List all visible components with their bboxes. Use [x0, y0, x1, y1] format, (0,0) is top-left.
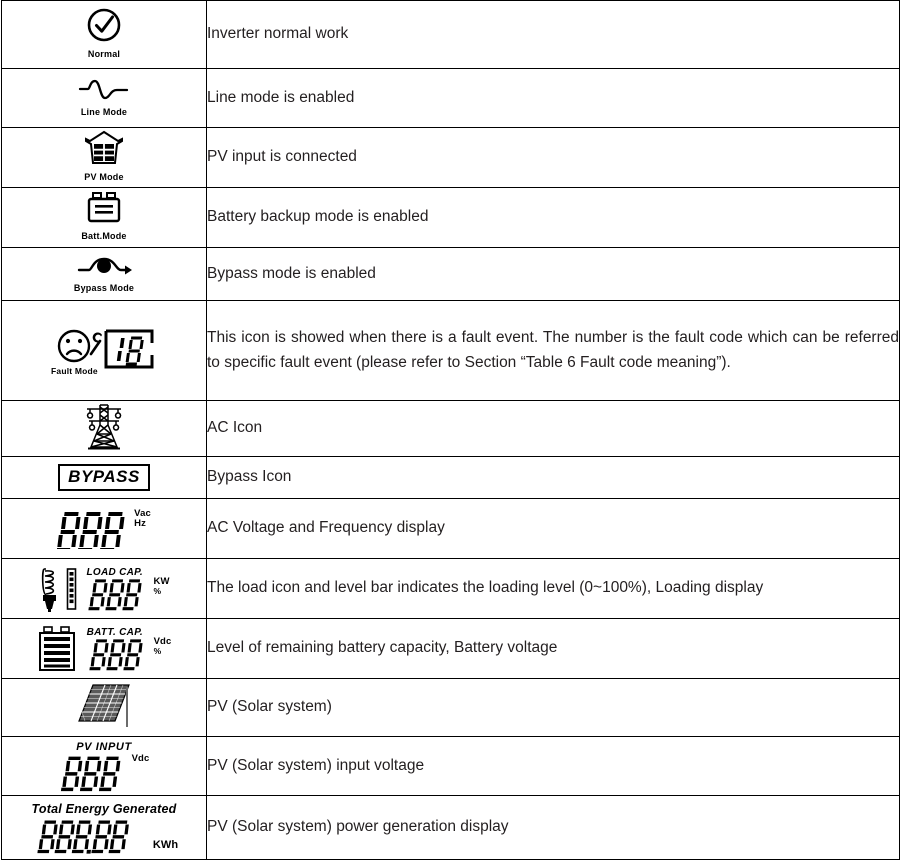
icon-cell-battery-capacity: [2, 619, 207, 679]
icon-cell-batt-mode: [2, 188, 207, 248]
battery-icon: [82, 191, 126, 227]
unit-percent: %: [153, 646, 162, 657]
table-row: [2, 499, 900, 559]
icon-label: Line Mode: [80, 106, 128, 117]
bypass-icon: BYPASS: [58, 464, 150, 491]
cfl-bulb-icon: [38, 565, 64, 613]
table-row: [2, 457, 900, 499]
description-ac-voltage: AC Voltage and Frequency display: [207, 499, 900, 559]
unit-kw: KW: [153, 575, 170, 587]
description-solar-array: PV (Solar system): [207, 679, 900, 737]
description-ac-icon: AC Icon: [207, 401, 900, 457]
unit-labels: [132, 754, 150, 765]
check-circle-icon: [85, 7, 123, 45]
table-row: [2, 401, 900, 457]
icon-cell-ac-voltage: [2, 499, 207, 559]
unit-labels: [153, 577, 169, 598]
description-battery-capacity: Level of remaining battery capacity, Battery voltage: [207, 619, 900, 679]
icon-label: Bypass Mode: [73, 282, 135, 293]
load-level-bar-icon: [65, 567, 78, 611]
seven-segment-digits: [57, 509, 131, 549]
unit-vdc: Vdc: [131, 752, 150, 764]
unit-hz: Hz: [134, 518, 146, 530]
bypass-mode-icon: [74, 253, 134, 293]
table-row: [2, 796, 900, 860]
transmission-tower-icon: [81, 401, 127, 451]
unit-vac: Vac: [134, 507, 151, 519]
solar-panel-array-icon: [73, 681, 135, 729]
description-batt-mode: Battery backup mode is enabled: [207, 188, 900, 248]
table-row: [2, 619, 900, 679]
table-row: [2, 301, 900, 401]
digits-88888-icon: [30, 818, 150, 854]
pv-input-label: PV INPUT: [76, 740, 132, 753]
table-row: [2, 737, 900, 796]
total-energy-label: Total Energy Generated: [31, 801, 177, 816]
seven-segment-digits: [87, 637, 151, 671]
icon-cell-bypass-mode: [2, 248, 207, 301]
description-load-capacity: The load icon and level bar indicates the loading level (0~100%), Loading display: [207, 559, 900, 619]
icon-description-table: [1, 0, 900, 860]
description-total-energy: PV (Solar system) power generation display: [207, 796, 900, 860]
icon-cell-total-energy: [2, 796, 207, 860]
battery-capacity-display: [2, 625, 206, 673]
unit-labels: [153, 839, 178, 852]
icon-cell-load-capacity: [2, 559, 207, 619]
table-row: [2, 1, 900, 69]
description-pv-input: PV (Solar system) input voltage: [207, 737, 900, 796]
icon-cell-pv-input: [2, 737, 207, 796]
ac-tower-icon: [81, 401, 127, 455]
solar-panel-icon: [82, 130, 126, 168]
digits-888-icon: [57, 509, 131, 549]
icon-label: Fault Mode: [51, 365, 98, 376]
icon-cell-fault-mode: [2, 301, 207, 401]
battery-level-icon: [37, 625, 79, 673]
icon-cell-normal: [2, 1, 207, 69]
unit-vdc: Vdc: [153, 635, 172, 647]
pv-input-voltage-display: [2, 741, 206, 792]
table-row: [2, 248, 900, 301]
icon-cell-pv-mode: [2, 128, 207, 188]
sine-wave-icon: [77, 77, 131, 103]
unit-labels: [134, 509, 151, 531]
icon-cell-solar-array: [2, 679, 207, 737]
table-row: [2, 559, 900, 619]
unit-kwh: KWh: [152, 838, 179, 851]
description-line-mode: Line mode is enabled: [207, 69, 900, 128]
table-row: [2, 69, 900, 128]
icon-label: PV Mode: [84, 172, 124, 182]
table-row: [2, 128, 900, 188]
icon-cell-line-mode: [2, 69, 207, 128]
description-bypass-icon: Bypass Icon: [207, 457, 900, 499]
icon-cell-ac-tower: [2, 401, 207, 457]
unit-percent: %: [153, 586, 162, 597]
description-bypass-mode: Bypass mode is enabled: [207, 248, 900, 301]
icon-cell-bypass: [2, 457, 207, 499]
digits-888-icon: [86, 577, 150, 611]
icon-label: Batt.Mode: [81, 231, 127, 241]
seven-segment-digits: [86, 577, 150, 611]
digits-888-icon: [87, 637, 151, 671]
description-pv-mode: PV input is connected: [207, 128, 900, 188]
icon-label: Normal: [87, 49, 121, 59]
total-energy-generated-display: [2, 802, 206, 854]
seven-segment-digits: [30, 818, 150, 854]
load-cap-label: LOAD CAP.: [86, 566, 143, 578]
table-row: [2, 679, 900, 737]
fault-face-wrench-icon: [49, 324, 159, 372]
description-fault-mode: This icon is showed when there is a fault event. The number is the fault code which can be referred to specific fault event (please refer to Section “Table 6 Fault code meaning”).: [207, 301, 900, 401]
normal-status-icon: [85, 7, 123, 59]
load-capacity-display: [2, 565, 206, 613]
battery-mode-icon: [81, 191, 126, 241]
description-normal: Inverter normal work: [207, 1, 900, 69]
digits-888-icon: [59, 754, 129, 792]
table-row: [2, 188, 900, 248]
bypass-arrow-icon: [75, 253, 133, 279]
pv-mode-icon: [82, 130, 126, 182]
line-mode-icon: [77, 77, 131, 117]
unit-labels: [154, 637, 172, 658]
fault-mode-icon: [49, 324, 159, 376]
batt-cap-label: BATT. CAP.: [86, 626, 143, 638]
seven-segment-digits: [59, 754, 129, 792]
ac-voltage-frequency-display: [2, 509, 206, 549]
